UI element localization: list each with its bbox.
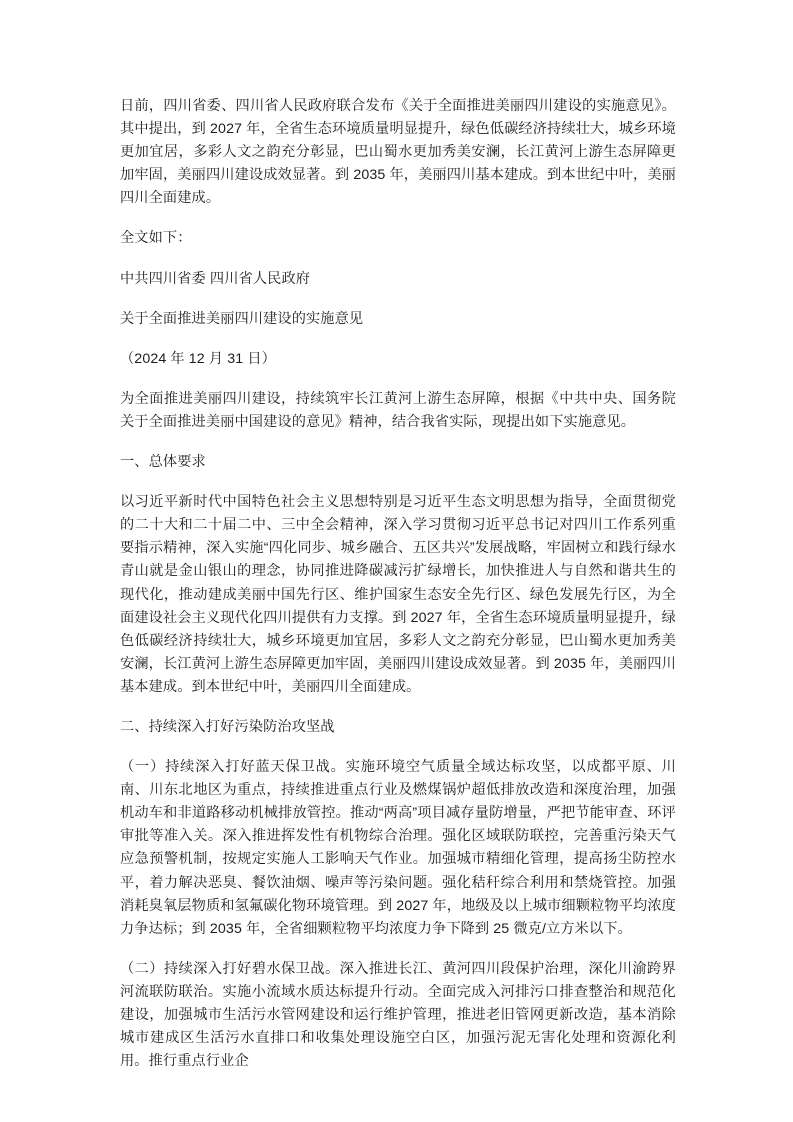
section-2-item-1-paragraph: （一）持续深入打好蓝天保卫战。实施环境空气质量全域达标攻坚，以成都平原、川南、川东北地区为重点，持续推进重点行业及燃煤锅炉超低排放改造和深度治理，加强机动车和非道路移动机械排放管控。推动“两高”项目减存量防增量，严把节能审查、环评审批等准入关。深入推进挥发性有机物综合治理。强化区域联防联控，完善重污染天气应急预警机制，按规定实施人工影响天气作业。加强城市精细化管理，提高扬尘防控水平，着力解决恶臭、餐饮油烟、噪声等污染问题。强化秸秆综合利用和禁烧管控。加强消耗臭氧层物质和氢氟碳化物环境管理。到 2027 年，地级及以上城市细颗粒物平均浓度力争达标；到 2035 年，全省细颗粒物平均浓度力争下降到 25 微克/立方米以下。 [120, 759, 676, 937]
document-title: 关于全面推进美丽四川建设的实施意见 [120, 310, 364, 327]
section-heading-1: 一、总体要求 [120, 454, 206, 471]
section-2-item-2-paragraph: （二）持续深入打好碧水保卫战。深入推进长江、黄河四川段保护治理，深化川渝跨界河流联防联治。实施小流域水质达标提升行动。全面完成入河排污口排查整治和规范化建设，加强城市生活污水管网建设和运行维护管理，推进老旧管网更新改造，基本消除城市建成区生活污水直排口和收集处理设施空白区，加强污泥无害化处理和资源化利用。推行重点行业企 [120, 960, 676, 1070]
document-date: （2024 年 12 月 31 日） [120, 350, 276, 367]
issuing-authority: 中共四川省委 四川省人民政府 [120, 270, 311, 287]
section-heading-2: 二、持续深入打好污染防治攻坚战 [120, 718, 335, 735]
document-body [120, 95, 676, 1073]
preamble-paragraph: 为全面推进美丽四川建设，持续筑牢长江黄河上游生态屏障，根据《中共中央、国务院关于全面推进美丽中国建设的意见》精神，结合我省实际，现提出如下实施意见。 [120, 390, 676, 430]
section-1-paragraph: 以习近平新时代中国特色社会主义思想特别是习近平生态文明思想为指导，全面贯彻党的二十大和二十届二中、三中全会精神，深入学习贯彻习近平总书记对四川工作系列重要指示精神，深入实施“四化同步、城乡融合、五区共兴”发展战略，牢固树立和践行绿水青山就是金山银山的理念，协同推进降碳减污扩绿增长，加快推进人与自然和谐共生的现代化，推动建成美丽中国先行区、维护国家生态安全先行区、绿色发展先行区，为全面建设社会主义现代化四川提供有力支撑。到 2027 年，全省生态环境质量明显提升，绿色低碳经济持续壮大，城乡环境更加宜居，多彩人文之韵充分彰显，巴山蜀水更加秀美安澜，长江黄河上游生态屏障更加牢固，美丽四川建设成效显著。到 2035 年，美丽四川基本建成。到本世纪中叶，美丽四川全面建成。 [120, 494, 676, 695]
full-text-label: 全文如下： [120, 230, 192, 247]
lede-paragraph: 日前，四川省委、四川省人民政府联合发布《关于全面推进美丽四川建设的实施意见》。其中提出，到 2027 年，全省生态环境质量明显提升，绿色低碳经济持续壮大，城乡环境更加宜居，多彩人文之韵充分彰显，巴山蜀水更加秀美安澜，长江黄河上游生态屏障更加牢固，美丽四川建设成效显著。到 2035 年，美丽四川基本建成。到本世纪中叶，美丽四川全面建成。 [120, 98, 676, 207]
